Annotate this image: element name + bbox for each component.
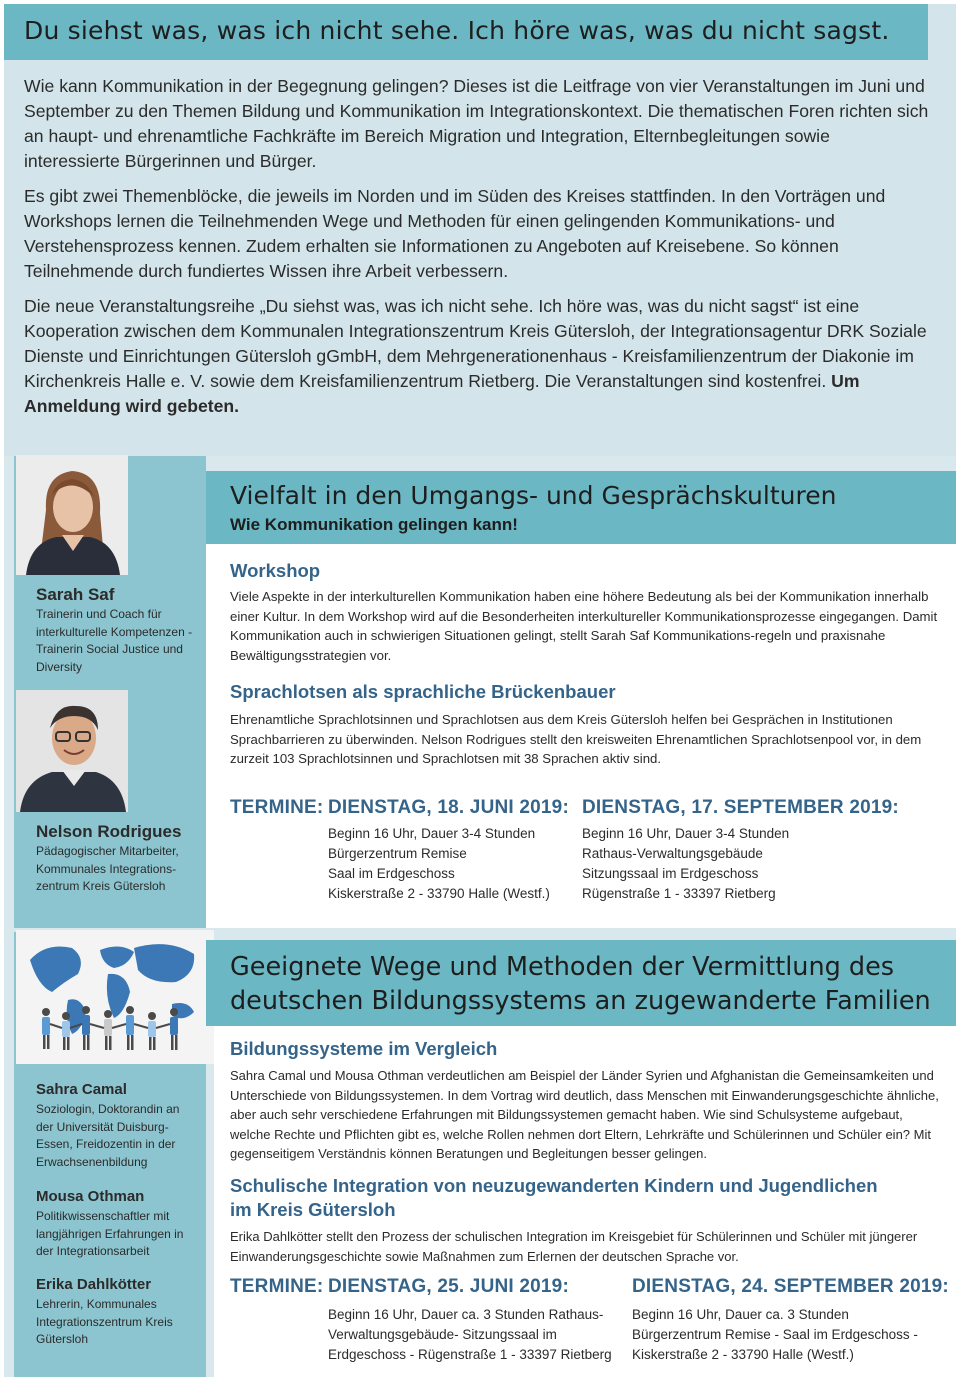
termine-label: TERMINE: [230, 797, 324, 818]
speaker-role: Pädagogischer Mitarbeiter, Kommunales Integrations-zentrum Kreis Gütersloh [36, 844, 179, 893]
termin-details-2: Beginn 16 Uhr, Dauer ca. 3 Stunden Bürgerzentrum Remise - Saal im Erdgeschoss - Kiskerstraße 2 - 33790 Halle (Westf.) [632, 1307, 918, 1362]
schulische-integration-heading-line-2: im Kreis Gütersloh [230, 1199, 396, 1220]
termin-detail-line: Saal im Erdgeschoss [328, 866, 455, 881]
termin-detail-line: Bürgerzentrum Remise [328, 846, 467, 861]
intro-paragraph-1: Wie kann Kommunikation in der Begegnung gelingen? Dieses ist die Leitfrage von vier Veranstaltungen im Juni und September zu den Themen Bildung und Kommunikation im Integrationskontext. Die thematischen Foren richten sich an haupt- und ehrenamtliche Fachkräfte im Bereich Migration und Integration, Elternbegleitungen sowie interessierte Bürgerinnen und Bürger. [24, 76, 929, 171]
speaker-role: Trainerin und Coach für interkulturelle Kompetenzen -Trainerin Social Justice und Diversity [36, 607, 193, 674]
intro-paragraph-3 [24, 294, 930, 419]
speaker-sahra-camal [36, 1079, 192, 1171]
sprachlotsen-heading: Sprachlotsen als sprachliche Brückenbauer [230, 681, 616, 702]
speaker-name: Erika Dahlkötter [36, 1276, 152, 1293]
termin-detail-line: Rügenstraße 1 - 33397 Rietberg [582, 886, 776, 901]
speaker-role: Lehrerin, Kommunales Integrationszentrum Kreis Gütersloh [36, 1297, 173, 1346]
termin-detail-line: Beginn 16 Uhr, Dauer 3-4 Stunden [328, 826, 536, 841]
speaker-name: Nelson Rodrigues [36, 822, 182, 841]
section-2-content [214, 1026, 956, 1377]
termine-label: TERMINE: [230, 1276, 324, 1297]
section-1-subtitle: Wie Kommunikation gelingen kann! [230, 515, 518, 534]
speaker-role: Soziologin, Doktorandin an der Universität Duisburg-Essen, Freidozentin in der Erwachsenenbildung [36, 1102, 180, 1169]
section-2-title: Geeignete Wege und Methoden der Vermittlung des deutschen Bildungssystems an zugewanderte Familien [230, 952, 931, 1016]
termin-date-1: DIENSTAG, 18. JUNI 2019: [328, 797, 569, 818]
workshop-heading: Workshop [230, 560, 321, 581]
speaker-photo-sarah-saf [16, 455, 128, 575]
schulische-integration-heading-line-1: Schulische Integration von neuzugewanderten Kindern und Jugendlichen [230, 1175, 878, 1196]
schulische-integration-text: Erika Dahlkötter stellt den Prozess der schulischen Integration im Kreisgebiet für Schülerinnen und Schüler mit jüngerer Einwanderungsgeschichte sowie Maßnahmen zum Erlernen der deutschen Sprache vor. [230, 1229, 918, 1264]
speaker-photo-nelson-rodrigues [16, 690, 128, 812]
speaker-name: Mousa Othman [36, 1188, 145, 1205]
bildungssysteme-text: Sahra Camal und Mousa Othman verdeutlichen am Beispiel der Länder Syrien und Afghanistan die Gemeinsamkeiten und Unterschiede von Bildungssystemen. In dem Vortrag wird deutlich, dass Menschen mit Einwanderungsgeschichte ähnliche, aber auch sehr verschiedene Erfahrungen mit Bildungssystemen gemacht haben. Wie sind Schulsysteme aufgebaut, welche Rechte und Pflichten gibt es, welche Rollen nehmen dort Eltern, Lehrkräfte und Schülerinnen und Schüler ein? Mit gegenseitigem Verständnis können Beratungen und Begleitungen besser gelingen. [230, 1068, 939, 1161]
speaker-name: Sahra Camal [36, 1081, 127, 1098]
termin-details-1: Beginn 16 Uhr, Dauer ca. 3 Stunden Rathaus-Verwaltungsgebäude- Sitzungssaal im Erdgeschoss - Rügenstraße 1 - 33397 Rietberg [328, 1307, 612, 1362]
workshop-text: Viele Aspekte in der interkulturellen Kommunikation haben eine höhere Bedeutung als bei der Kommunikation innerhalb einer Kultur. In dem Workshop wird auf die Besonderheiten interkultureller Kommunikationsprozesse eingegangen. Damit Kommunikation auch in schwierigen Situationen gelingt, stellt Sarah Saf Kommunikations-regeln und praxisnahe Bewältigungsstrategien vor. [230, 589, 938, 663]
termin-date-2: DIENSTAG, 24. SEPTEMBER 2019: [632, 1276, 949, 1297]
termin-detail-line: Beginn 16 Uhr, Dauer 3-4 Stunden [582, 826, 790, 841]
intro-text [24, 74, 930, 429]
speaker-role: Politikwissenschaftler mit langjährigen Erfahrungen in der Integrationsarbeit [36, 1209, 184, 1258]
speaker-name: Sarah Saf [36, 585, 115, 604]
sprachlotsen-text: Ehrenamtliche Sprachlotsinnen und Sprachlotsen aus dem Kreis Gütersloh helfen bei Gesprächen in Institutionen Sprachbarrieren zu überwinden. Nelson Rodrigues stellt den kreisweiten Ehrenamtlichen Sprachlotsenpool vor, in dem zurzeit 103 Sprachlotsinnen und Sprachlotsen mit 38 Sprachen aktiv sind. [230, 712, 922, 766]
termin-date-1: DIENSTAG, 25. JUNI 2019: [328, 1276, 569, 1297]
section-1-content [206, 544, 956, 928]
termin-detail-line: Sitzungssaal im Erdgeschoss [582, 866, 759, 881]
page-title: Du siehst was, was ich nicht sehe. Ich höre was, was du nicht sagst. [24, 16, 890, 45]
termin-details-2 [582, 824, 882, 904]
speaker-mousa-othman [36, 1186, 198, 1261]
speaker-nelson-rodrigues [36, 821, 186, 896]
speaker-sarah-saf [36, 584, 202, 676]
termin-detail-line: Kiskerstraße 2 - 33790 Halle (Westf.) [328, 886, 550, 901]
world-map-illustration [16, 930, 214, 1064]
speaker-erika-dahlkoetter [36, 1274, 196, 1349]
termin-detail-line: Rathaus-Verwaltungsgebäude [582, 846, 763, 861]
bildungssysteme-heading: Bildungssysteme im Vergleich [230, 1038, 498, 1059]
termin-date-2: DIENSTAG, 17. SEPTEMBER 2019: [582, 797, 899, 818]
section-1-header [206, 471, 956, 544]
termin-details-1 [328, 824, 574, 904]
section-2-header [206, 940, 956, 1026]
intro-paragraph-3-text: Die neue Veranstaltungsreihe „Du siehst was, was ich nicht sehe. Ich höre was, was du nicht sagst“ ist eine Kooperation zwischen dem Kommunalen Integrationszentrum Kreis Gütersloh, der Integrationsagentur DRK Soziale Dienste und Einrichtungen Gütersloh gGmbH, dem Mehrgenerationenhaus - Kreisfamilienzentrum der Diakonie im Kirchenkreis Halle e. V. sowie dem Kreisfamilienzentrum Rietberg. Die Veranstaltungen sind kostenfrei. [24, 296, 927, 391]
title-bar [4, 4, 928, 60]
section-1-title: Vielfalt in den Umgangs- und Gesprächskulturen [230, 481, 837, 510]
registration-note: Um Anmeldung wird gebeten. [24, 371, 860, 416]
intro-paragraph-2: Es gibt zwei Themenblöcke, die jeweils im Norden und im Süden des Kreises stattfinden. In den Vorträgen und Workshops lernen die Teilnehmenden Wege und Methoden für einen gelingenden Kommunikations- und Verstehensprozess kennen. Zudem erhalten sie Informationen zu Angeboten auf Kreisebene. So können Teilnehmende durch fundiertes Wissen ihre Arbeit verbessern. [24, 186, 886, 281]
